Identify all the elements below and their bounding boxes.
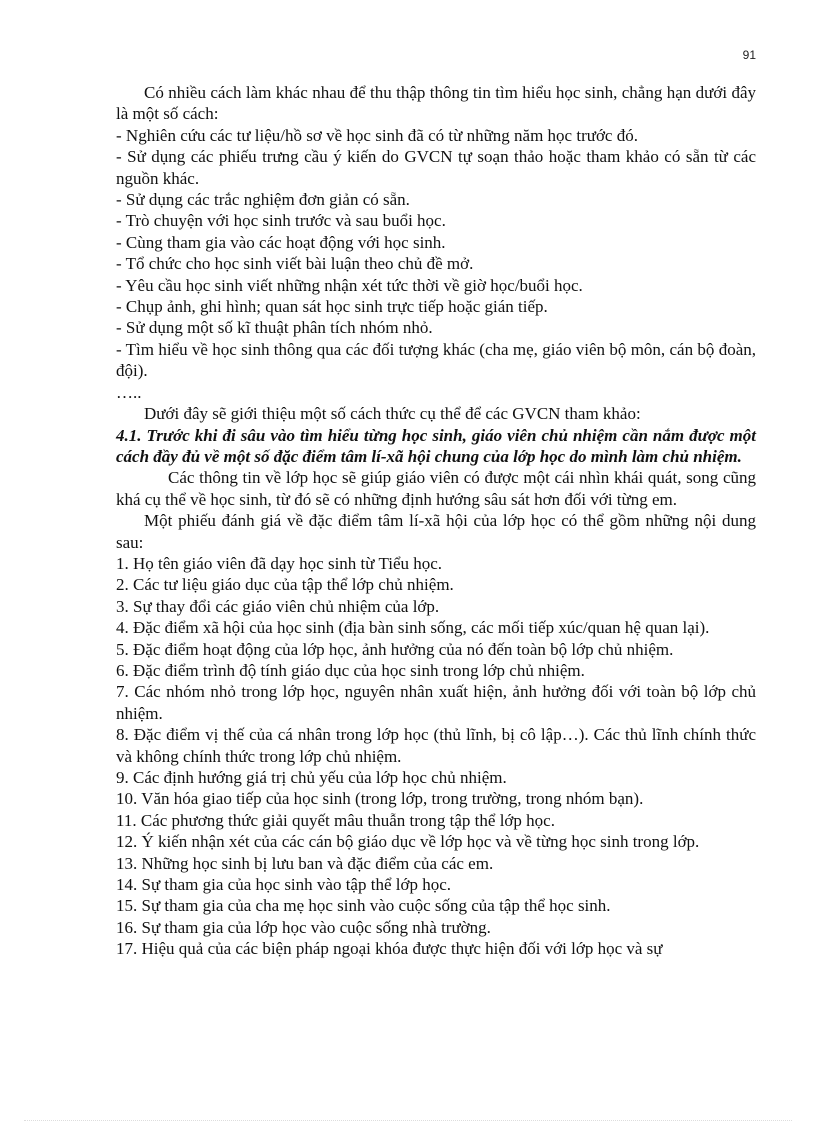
method-item: - Tìm hiểu về học sinh thông qua các đối tượng khác (cha mẹ, giáo viên bộ môn, cán bộ đoàn, đội). [116, 339, 756, 381]
list-item: 12. Ý kiến nhận xét của các cán bộ giáo dục về lớp học và về từng học sinh trong lớp. [116, 832, 700, 852]
page-number: 91 [742, 48, 756, 62]
list-item: 11. Các phương thức giải quyết mâu thuẫn trong tập thể lớp học. [116, 810, 555, 830]
list-item: 3. Sự thay đổi các giáo viên chủ nhiệm của lớp. [116, 596, 440, 616]
ellipsis: ….. [116, 382, 142, 402]
method-item: - Cùng tham gia vào các hoạt động với học sinh. [116, 232, 446, 252]
body-paragraph: Một phiếu đánh giá về đặc điểm tâm lí-xã hội của lớp học có thể gồm những nội dung sau: [116, 511, 756, 552]
list-item: 4. Đặc điểm xã hội của học sinh (địa bàn sinh sống, các mối tiếp xúc/quan hệ quan lại). [116, 618, 710, 638]
method-item: - Yêu cầu học sinh viết những nhận xét tức thời về giờ học/buổi học. [116, 275, 583, 295]
list-item: 5. Đặc điểm hoạt động của lớp học, ảnh hưởng của nó đến toàn bộ lớp chủ nhiệm. [116, 639, 674, 659]
list-item: 6. Đặc điểm trình độ tính giáo dục của học sinh trong lớp chủ nhiệm. [116, 660, 585, 680]
transition-paragraph: Dưới đây sẽ giới thiệu một số cách thức cụ thể để các GVCN tham khảo: [144, 404, 641, 424]
list-item: 13. Những học sinh bị lưu ban và đặc điểm của các em. [116, 853, 494, 873]
method-item: - Trò chuyện với học sinh trước và sau buổi học. [116, 211, 446, 231]
list-item: 2. Các tư liệu giáo dục của tập thể lớp chủ nhiệm. [116, 575, 454, 595]
document-body [116, 82, 756, 960]
list-item: 15. Sự tham gia của cha mẹ học sinh vào cuộc sống của tập thể học sinh. [116, 896, 611, 916]
method-item: - Tổ chức cho học sinh viết bài luận theo chủ đề mở. [116, 254, 474, 274]
body-paragraph: Các thông tin về lớp học sẽ giúp giáo viên có được một cái nhìn khái quát, song cũng khá cụ thể về học sinh, từ đó sẽ có những định hướng sâu sát hơn đối với từng em. [116, 468, 756, 509]
list-item: 14. Sự tham gia của học sinh vào tập thể lớp học. [116, 875, 451, 895]
method-item: - Sử dụng một số kĩ thuật phân tích nhóm nhỏ. [116, 318, 433, 338]
page-bottom-divider [24, 1120, 792, 1121]
method-item: - Nghiên cứu các tư liệu/hồ sơ về học sinh đã có từ những năm học trước đó. [116, 125, 638, 145]
list-item: 17. Hiệu quả của các biện pháp ngoại khóa được thực hiện đối với lớp học và sự [116, 939, 663, 959]
list-item: 1. Họ tên giáo viên đã dạy học sinh từ Tiểu học. [116, 553, 443, 573]
method-item: - Chụp ảnh, ghi hình; quan sát học sinh trực tiếp hoặc gián tiếp. [116, 297, 548, 317]
method-item: - Sử dụng các trắc nghiệm đơn giản có sẵn. [116, 190, 410, 210]
method-item: - Sử dụng các phiếu trưng cầu ý kiến do GVCN tự soạn thảo hoặc tham khảo có sẵn từ các nguồn khác. [116, 147, 756, 188]
list-item: 8. Đặc điểm vị thế của cá nhân trong lớp học (thủ lĩnh, bị cô lập…). Các thủ lĩnh chính thức và không chính thức trong lớp chủ nhiệm. [116, 725, 756, 766]
list-item: 16. Sự tham gia của lớp học vào cuộc sống nhà trường. [116, 917, 491, 937]
intro-paragraph: Có nhiều cách làm khác nhau để thu thập thông tin tìm hiểu học sinh, chẳng hạn dưới đây là một số cách: [116, 83, 756, 124]
section-heading: 4.1. Trước khi đi sâu vào tìm hiểu từng học sinh, giáo viên chủ nhiệm cần nắm được một cách đầy đủ về một số đặc điểm tâm lí-xã hội chung của lớp học do mình làm chủ nhiệm. [116, 425, 756, 466]
list-item: 9. Các định hướng giá trị chủ yếu của lớp học chủ nhiệm. [116, 768, 507, 787]
list-item: 7. Các nhóm nhỏ trong lớp học, nguyên nhân xuất hiện, ảnh hưởng đối với toàn bộ lớp chủ nhiệm. [116, 682, 756, 723]
list-item: 10. Văn hóa giao tiếp của học sinh (trong lớp, trong trường, trong nhóm bạn). [116, 789, 644, 809]
